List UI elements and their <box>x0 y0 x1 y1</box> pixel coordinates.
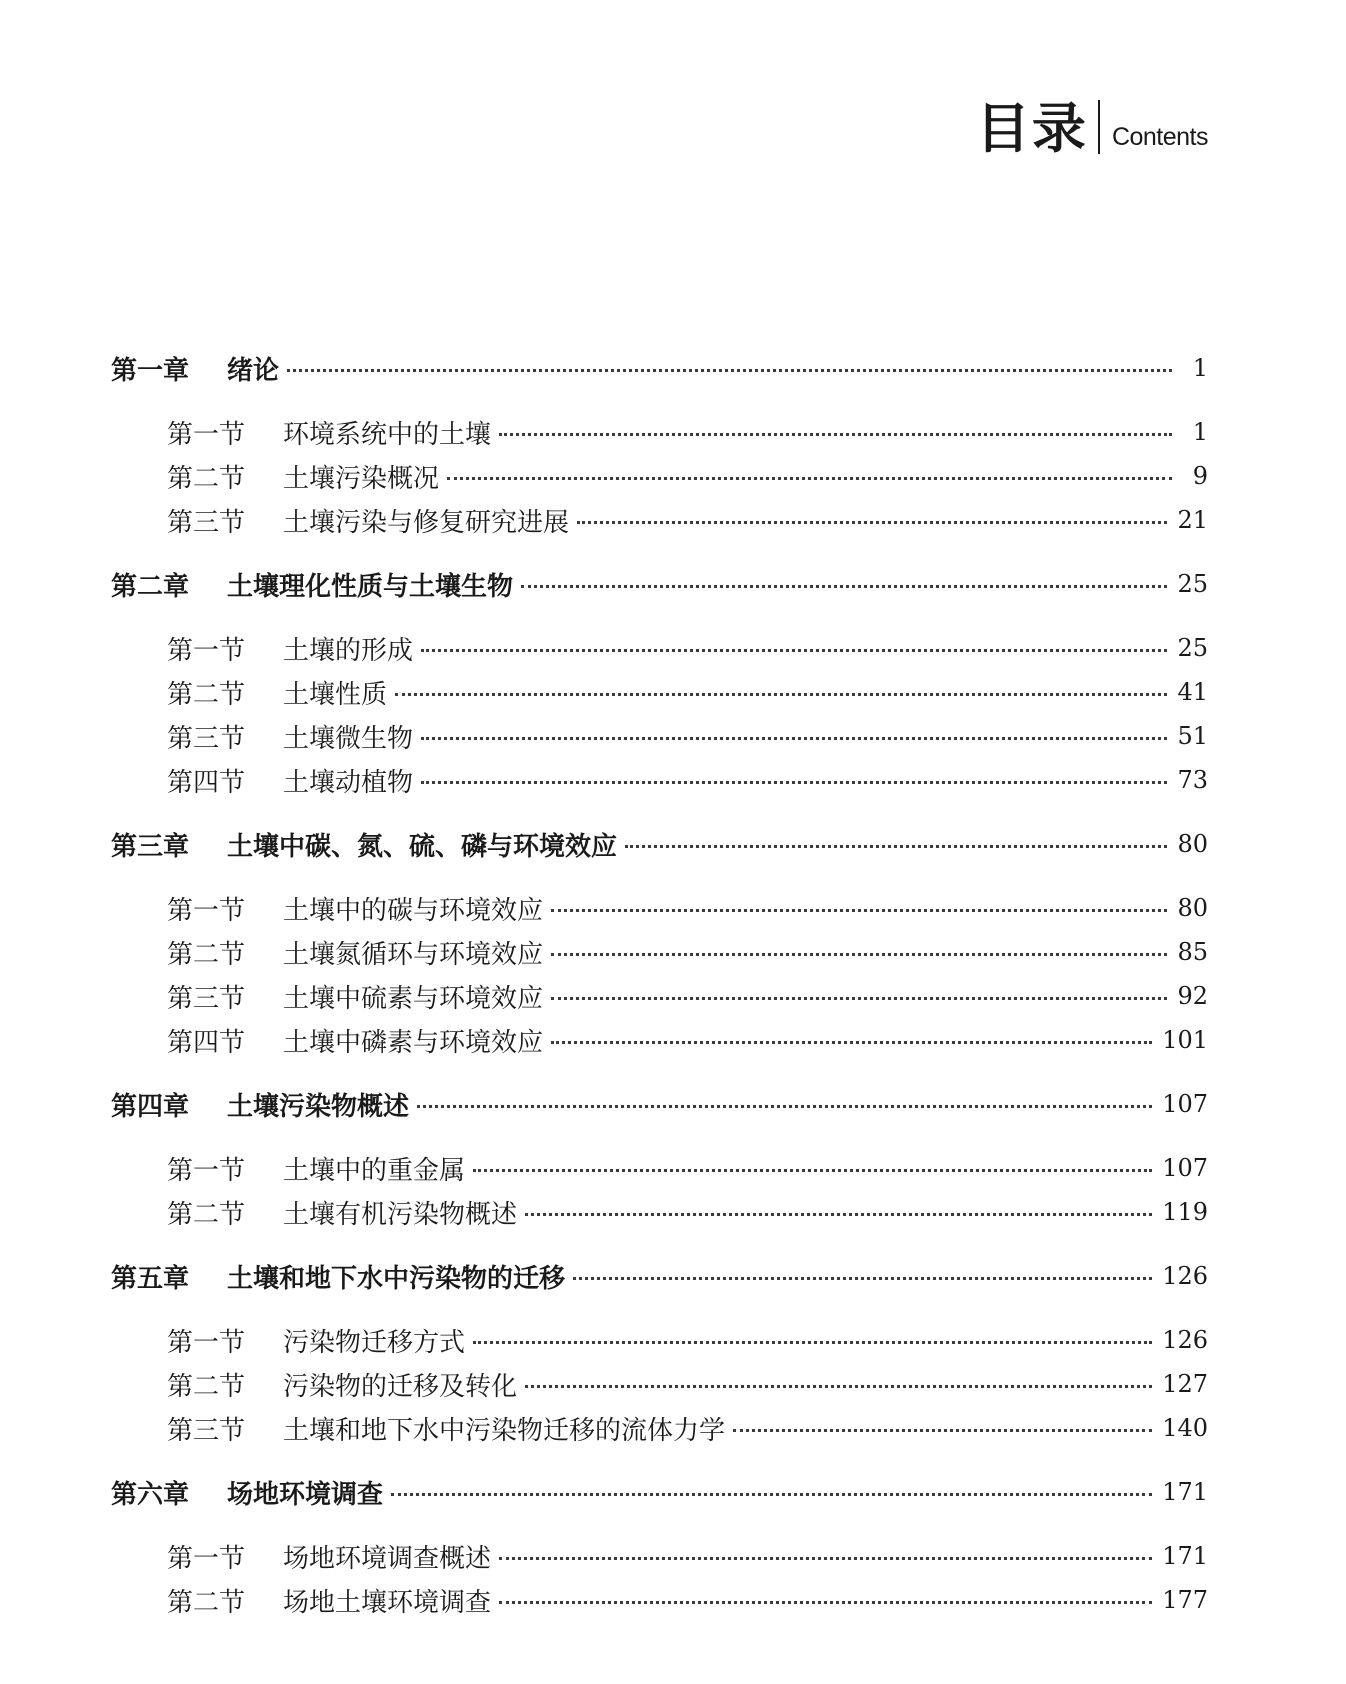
dot-leader <box>391 1493 1152 1496</box>
section-title: 土壤微生物 <box>283 723 414 754</box>
page-number: 80 <box>1177 894 1208 922</box>
page-number: 171 <box>1162 1542 1208 1570</box>
chapter-title: 绪论 <box>227 355 280 386</box>
dot-leader <box>499 1557 1152 1560</box>
page-subtitle: Contents <box>1111 123 1208 151</box>
dot-leader <box>573 1277 1152 1280</box>
page-number: 171 <box>1162 1478 1208 1506</box>
dot-leader <box>733 1429 1152 1432</box>
chapter-title: 土壤理化性质与土壤生物 <box>227 571 514 602</box>
chapter-title: 土壤中碳、氮、硫、磷与环境效应 <box>227 831 618 862</box>
dot-leader <box>499 433 1172 436</box>
toc-chapter-row[interactable] <box>111 346 1208 390</box>
section-title: 土壤污染与修复研究进展 <box>283 507 570 538</box>
chapter-title: 土壤和地下水中污染物的迁移 <box>227 1263 566 1294</box>
chapter-label: 第二章 <box>111 571 190 602</box>
toc-section-row[interactable] <box>111 714 1208 758</box>
toc-chapter <box>111 562 1208 802</box>
toc-section-row[interactable] <box>111 930 1208 974</box>
section-label: 第一节 <box>167 1155 246 1186</box>
dot-leader <box>551 997 1167 1000</box>
page-number: 1 <box>1192 418 1208 446</box>
chapter-label: 第一章 <box>111 355 190 386</box>
section-title: 土壤有机污染物概述 <box>283 1199 518 1230</box>
toc-chapter-row[interactable] <box>111 1254 1208 1298</box>
page-number: 41 <box>1177 678 1208 706</box>
section-title: 土壤污染概况 <box>283 463 440 494</box>
toc-section-row[interactable] <box>111 1146 1208 1190</box>
toc-chapter-row[interactable] <box>111 562 1208 606</box>
chapter-label: 第六章 <box>111 1479 190 1510</box>
page-number: 21 <box>1177 506 1208 534</box>
toc-section-row[interactable] <box>111 1318 1208 1362</box>
section-label: 第三节 <box>167 983 246 1014</box>
section-label: 第一节 <box>167 1327 246 1358</box>
section-label: 第四节 <box>167 1027 246 1058</box>
section-title: 土壤中的重金属 <box>283 1155 466 1186</box>
dot-leader <box>525 1213 1152 1216</box>
toc-section-row[interactable] <box>111 974 1208 1018</box>
section-title: 污染物的迁移及转化 <box>283 1371 518 1402</box>
section-title: 场地土壤环境调查 <box>283 1587 492 1618</box>
section-title: 土壤中磷素与环境效应 <box>283 1027 544 1058</box>
section-title: 土壤的形成 <box>283 635 414 666</box>
section-label: 第一节 <box>167 895 246 926</box>
toc-section-row[interactable] <box>111 1190 1208 1234</box>
section-title: 土壤性质 <box>283 679 388 710</box>
chapter-label: 第三章 <box>111 831 190 862</box>
dot-leader <box>421 737 1167 740</box>
page-number: 127 <box>1162 1370 1208 1398</box>
title-divider <box>1098 100 1100 154</box>
section-title: 土壤中的碳与环境效应 <box>283 895 544 926</box>
toc-section-row[interactable] <box>111 886 1208 930</box>
dot-leader <box>521 585 1167 588</box>
chapter-label: 第四章 <box>111 1091 190 1122</box>
section-label: 第二节 <box>167 1587 246 1618</box>
dot-leader <box>625 845 1167 848</box>
dot-leader <box>551 953 1167 956</box>
section-label: 第三节 <box>167 723 246 754</box>
table-of-contents <box>111 346 1208 1642</box>
toc-section-row[interactable] <box>111 758 1208 802</box>
section-title: 污染物迁移方式 <box>283 1327 466 1358</box>
section-label: 第一节 <box>167 635 246 666</box>
chapter-title: 土壤污染物概述 <box>227 1091 410 1122</box>
section-title: 环境系统中的土壤 <box>283 419 492 450</box>
section-label: 第四节 <box>167 767 246 798</box>
toc-chapter-row[interactable] <box>111 822 1208 866</box>
toc-chapter <box>111 1082 1208 1234</box>
toc-chapter <box>111 822 1208 1062</box>
toc-section-row[interactable] <box>111 626 1208 670</box>
toc-section-row[interactable] <box>111 1534 1208 1578</box>
section-label: 第三节 <box>167 507 246 538</box>
page-number: 92 <box>1177 982 1208 1010</box>
dot-leader <box>447 477 1172 480</box>
page-number: 126 <box>1162 1262 1208 1290</box>
section-label: 第一节 <box>167 1543 246 1574</box>
dot-leader <box>525 1385 1152 1388</box>
toc-section-row[interactable] <box>111 1018 1208 1062</box>
chapter-label: 第五章 <box>111 1263 190 1294</box>
toc-section-row[interactable] <box>111 1578 1208 1622</box>
page-number: 119 <box>1162 1198 1208 1226</box>
dot-leader <box>287 369 1172 372</box>
section-label: 第二节 <box>167 1199 246 1230</box>
page-number: 107 <box>1162 1154 1208 1182</box>
page-number: 85 <box>1177 938 1208 966</box>
toc-chapter-row[interactable] <box>111 1470 1208 1514</box>
dot-leader <box>473 1341 1152 1344</box>
toc-section-row[interactable] <box>111 1406 1208 1450</box>
toc-chapter <box>111 346 1208 542</box>
toc-section-row[interactable] <box>111 1362 1208 1406</box>
dot-leader <box>417 1105 1152 1108</box>
section-title: 土壤动植物 <box>283 767 414 798</box>
toc-chapter-row[interactable] <box>111 1082 1208 1126</box>
section-title: 土壤氮循环与环境效应 <box>283 939 544 970</box>
page-number: 9 <box>1192 462 1208 490</box>
dot-leader <box>421 781 1167 784</box>
page-number: 140 <box>1162 1414 1208 1442</box>
toc-chapter <box>111 1470 1208 1622</box>
toc-section-row[interactable] <box>111 410 1208 454</box>
section-title: 土壤中硫素与环境效应 <box>283 983 544 1014</box>
toc-section-row[interactable] <box>111 670 1208 714</box>
dot-leader <box>421 649 1167 652</box>
dot-leader <box>551 909 1167 912</box>
dot-leader <box>551 1041 1152 1044</box>
section-title: 土壤和地下水中污染物迁移的流体力学 <box>283 1415 726 1446</box>
page-number: 25 <box>1177 634 1208 662</box>
section-label: 第二节 <box>167 463 246 494</box>
page-number: 101 <box>1162 1026 1208 1054</box>
section-title: 场地环境调查概述 <box>283 1543 492 1574</box>
section-label: 第二节 <box>167 1371 246 1402</box>
section-label: 第三节 <box>167 1415 246 1446</box>
page-number: 107 <box>1162 1090 1208 1118</box>
page-title: 目录 <box>975 96 1088 160</box>
chapter-title: 场地环境调查 <box>227 1479 384 1510</box>
page-number: 25 <box>1177 570 1208 598</box>
dot-leader <box>577 521 1167 524</box>
dot-leader <box>395 693 1167 696</box>
page-number: 73 <box>1177 766 1208 794</box>
section-label: 第二节 <box>167 939 246 970</box>
dot-leader <box>499 1601 1152 1604</box>
toc-section-row[interactable] <box>111 498 1208 542</box>
page-header <box>976 96 1208 160</box>
page-number: 1 <box>1192 354 1208 382</box>
section-label: 第二节 <box>167 679 246 710</box>
page-number: 51 <box>1177 722 1208 750</box>
page-number: 177 <box>1162 1586 1208 1614</box>
section-label: 第一节 <box>167 419 246 450</box>
toc-section-row[interactable] <box>111 454 1208 498</box>
page-number: 80 <box>1177 830 1208 858</box>
toc-chapter <box>111 1254 1208 1450</box>
page-number: 126 <box>1162 1326 1208 1354</box>
dot-leader <box>473 1169 1152 1172</box>
